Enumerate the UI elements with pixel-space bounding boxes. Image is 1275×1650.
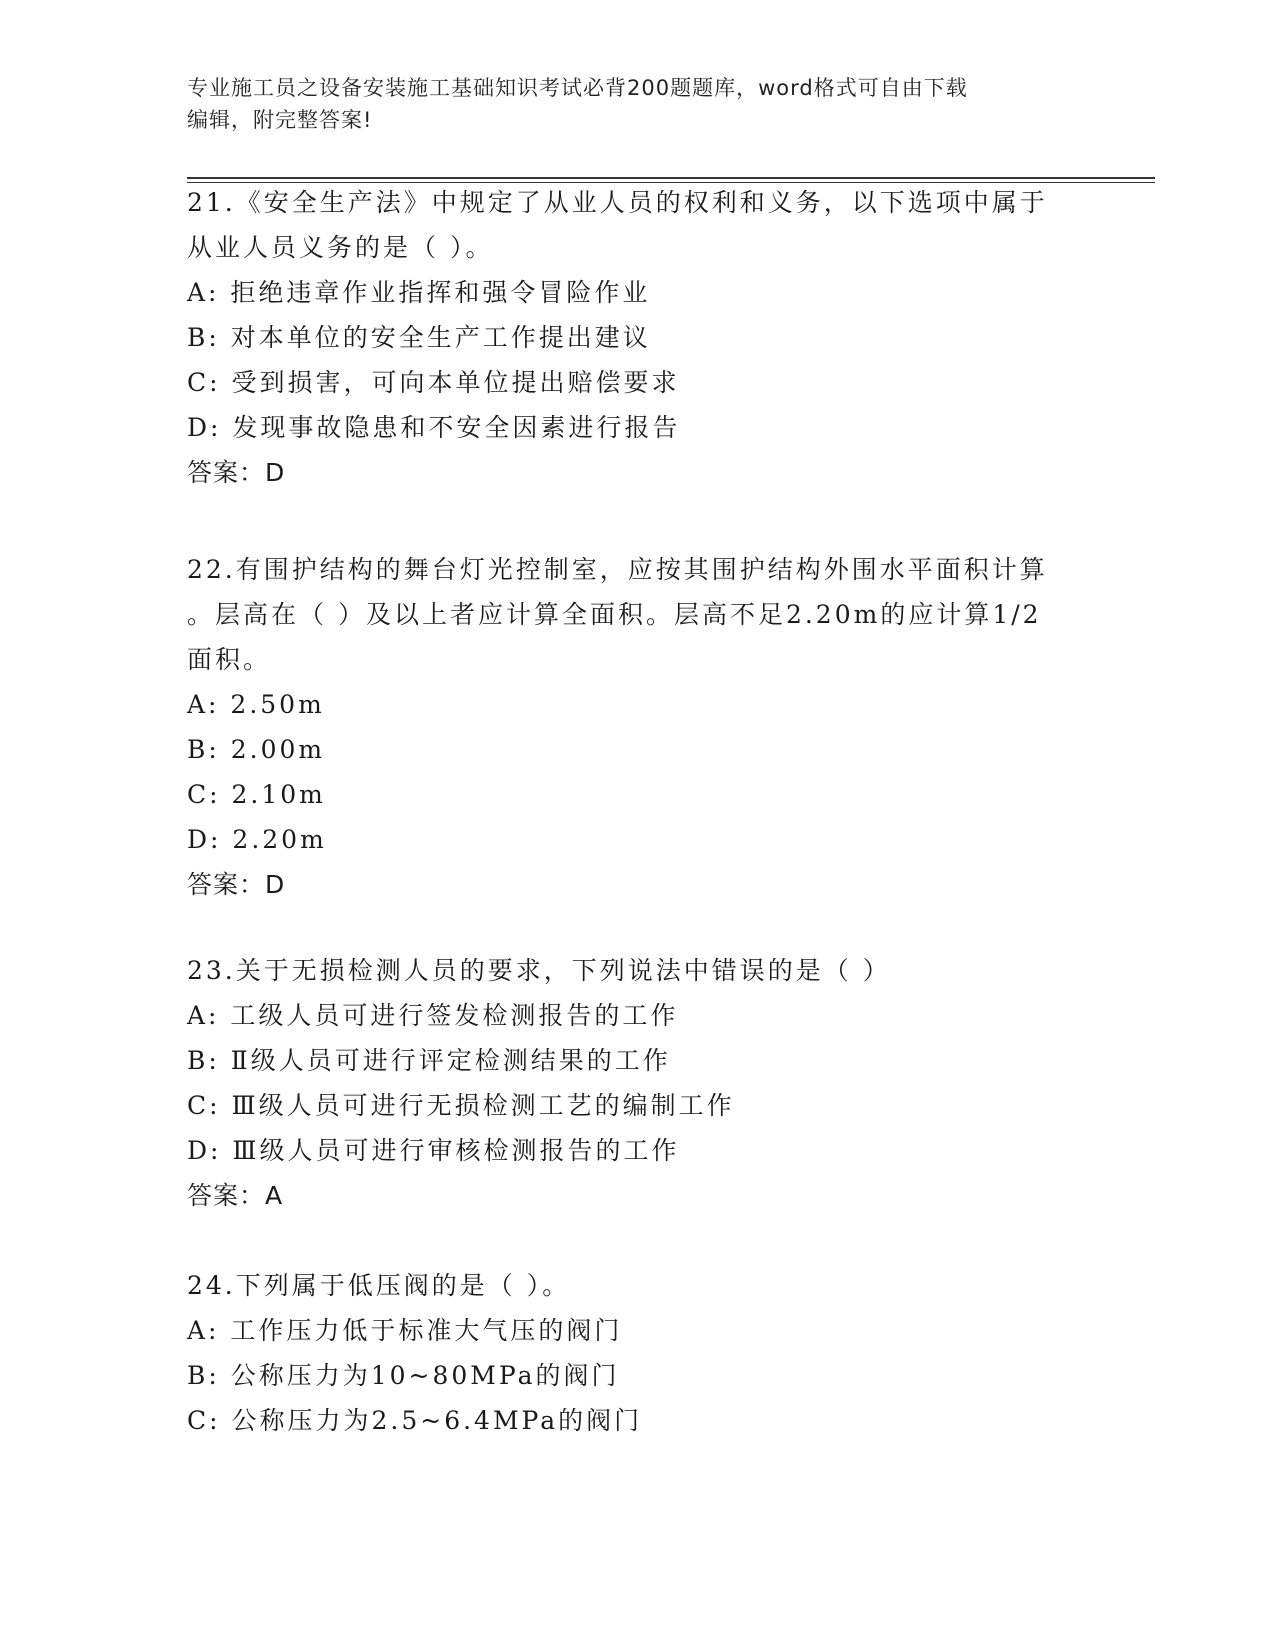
document-header — [187, 72, 1087, 136]
option-b: B: Ⅱ级人员可进行评定检测结果的工作 — [187, 1046, 671, 1075]
option-a: A: 2.50m — [187, 690, 325, 719]
option-d: D: 发现事故隐患和不安全因素进行报告 — [187, 413, 681, 442]
option-d: D: Ⅲ级人员可进行审核检测报告的工作 — [187, 1136, 680, 1165]
question-stem-line: 21.《安全生产法》中规定了从业人员的权利和义务，以下选项中属于 — [187, 188, 1048, 217]
question-23 — [187, 948, 1087, 1218]
option-a: A: 工作压力低于标准大气压的阀门 — [187, 1316, 623, 1345]
option-b: B: 2.00m — [187, 735, 326, 764]
option-d: D: 2.20m — [187, 825, 327, 854]
question-stem-line: 。层高在（ ）及以上者应计算全面积。层高不足2.20m的应计算1/2 — [187, 600, 1042, 629]
answer-line: 答案：A — [187, 1181, 284, 1210]
question-22 — [187, 547, 1087, 907]
header-divider-thick — [187, 177, 1155, 179]
question-stem-line: 23.关于无损检测人员的要求，下列说法中错误的是（ ） — [187, 956, 891, 985]
question-21 — [187, 180, 1087, 495]
option-b: B: 对本单位的安全生产工作提出建议 — [187, 323, 651, 352]
question-stem-line: 22.有围护结构的舞台灯光控制室，应按其围护结构外围水平面积计算 — [187, 555, 1048, 584]
option-c: C: 受到损害，可向本单位提出赔偿要求 — [187, 368, 680, 397]
header-line-1: 专业施工员之设备安装施工基础知识考试必背200题题库，word格式可自由下载 — [187, 76, 968, 100]
option-c: C: 公称压力为2.5~6.4MPa的阀门 — [187, 1406, 643, 1435]
answer-line: 答案：D — [187, 458, 286, 487]
question-stem-line: 从业人员义务的是（ ）。 — [187, 233, 494, 262]
option-c: C: 2.10m — [187, 780, 326, 809]
option-c: C: Ⅲ级人员可进行无损检测工艺的编制工作 — [187, 1091, 735, 1120]
question-stem-line: 24.下列属于低压阀的是（ ）。 — [187, 1271, 571, 1300]
question-24 — [187, 1263, 1087, 1443]
option-a: A: 拒绝违章作业指挥和强令冒险作业 — [187, 278, 651, 307]
header-line-2: 编辑，附完整答案! — [187, 108, 373, 132]
answer-line: 答案：D — [187, 870, 286, 899]
option-b: B: 公称压力为10~80MPa的阀门 — [187, 1361, 620, 1390]
question-stem-line: 面积。 — [187, 645, 272, 674]
option-a: A: 工级人员可进行签发检测报告的工作 — [187, 1001, 679, 1030]
